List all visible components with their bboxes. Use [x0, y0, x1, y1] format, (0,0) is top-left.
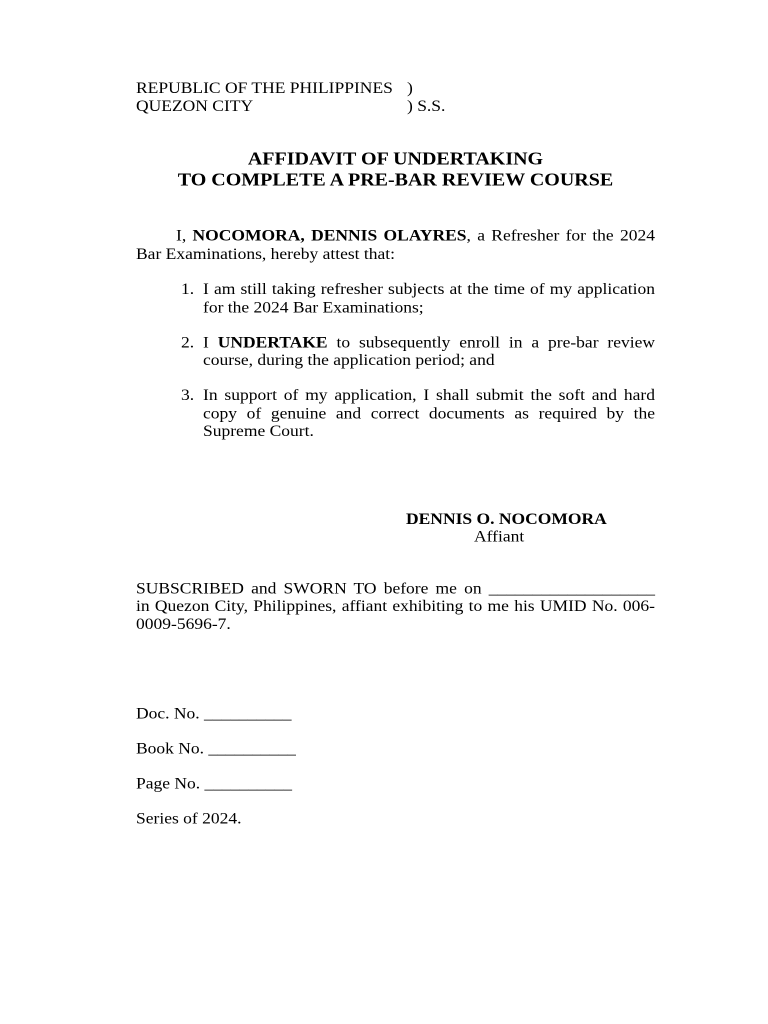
document-title	[136, 149, 655, 191]
signature-block	[406, 510, 616, 546]
venue-city: QUEZON CITY	[136, 96, 254, 115]
item-number: 2.	[181, 332, 195, 351]
title-line-1: AFFIDAVIT OF UNDERTAKING	[247, 149, 544, 169]
doc-number-line: Doc. No. __________	[136, 703, 292, 722]
item-line: In support of my application, I shall submit the soft and hard	[203, 385, 655, 404]
venue-caption	[136, 79, 655, 115]
item-line: I am still taking refresher subjects at the time of my application	[203, 280, 655, 298]
jurat-line: in Quezon City, Philippines, affiant exhibiting to me his UMID No. 006-	[136, 596, 655, 615]
undertaking-item-1	[181, 280, 655, 316]
item-line: for the 2024 Bar Examinations;	[203, 297, 424, 316]
intro-line-2: Bar Examinations, hereby attest that:	[136, 244, 396, 263]
intro-line-1-rest: , a Refresher for the 2024	[466, 226, 655, 245]
jurat-line: 0009-5696-7.	[136, 614, 231, 633]
item-lead: I	[203, 332, 218, 351]
affiant-role-label: Affiant	[474, 527, 525, 546]
venue-country-mark: )	[407, 78, 413, 97]
undertaking-item-2	[181, 333, 655, 369]
item-line-rest: to subsequently enroll in a pre-bar review	[327, 332, 655, 351]
jurat-line: SUBSCRIBED and SWORN TO before me on ___________________	[136, 578, 655, 597]
item-number: 3.	[181, 385, 195, 404]
item-text	[203, 386, 655, 440]
item-line: Supreme Court.	[203, 421, 314, 440]
item-line: copy of genuine and correct documents as required by the	[203, 403, 655, 422]
venue-city-line	[136, 97, 655, 115]
item-text	[203, 333, 655, 369]
item-line	[203, 333, 655, 351]
intro-paragraph	[136, 227, 655, 263]
undertake-emphasis: UNDERTAKE	[217, 332, 328, 351]
intro-line-1	[176, 227, 655, 245]
page-number-line: Page No. __________	[136, 773, 293, 792]
affiant-full-name: NOCOMORA, DENNIS OLAYRES	[192, 226, 467, 245]
jurat-paragraph	[136, 579, 655, 633]
item-text	[203, 280, 655, 316]
series-line: Series of 2024.	[136, 808, 242, 827]
title-line-2: TO COMPLETE A PRE-BAR REVIEW COURSE	[177, 170, 614, 190]
item-number: 1.	[181, 280, 195, 298]
undertaking-item-3	[181, 386, 655, 440]
venue-city-mark: ) S.S.	[407, 96, 446, 115]
affiant-signature-name: DENNIS O. NOCOMORA	[406, 509, 607, 528]
book-number-line: Book No. __________	[136, 738, 296, 757]
intro-lead: I,	[176, 226, 193, 245]
venue-country: REPUBLIC OF THE PHILIPPINES	[136, 78, 393, 97]
venue-country-line	[136, 79, 655, 97]
item-line: course, during the application period; and	[203, 350, 495, 369]
